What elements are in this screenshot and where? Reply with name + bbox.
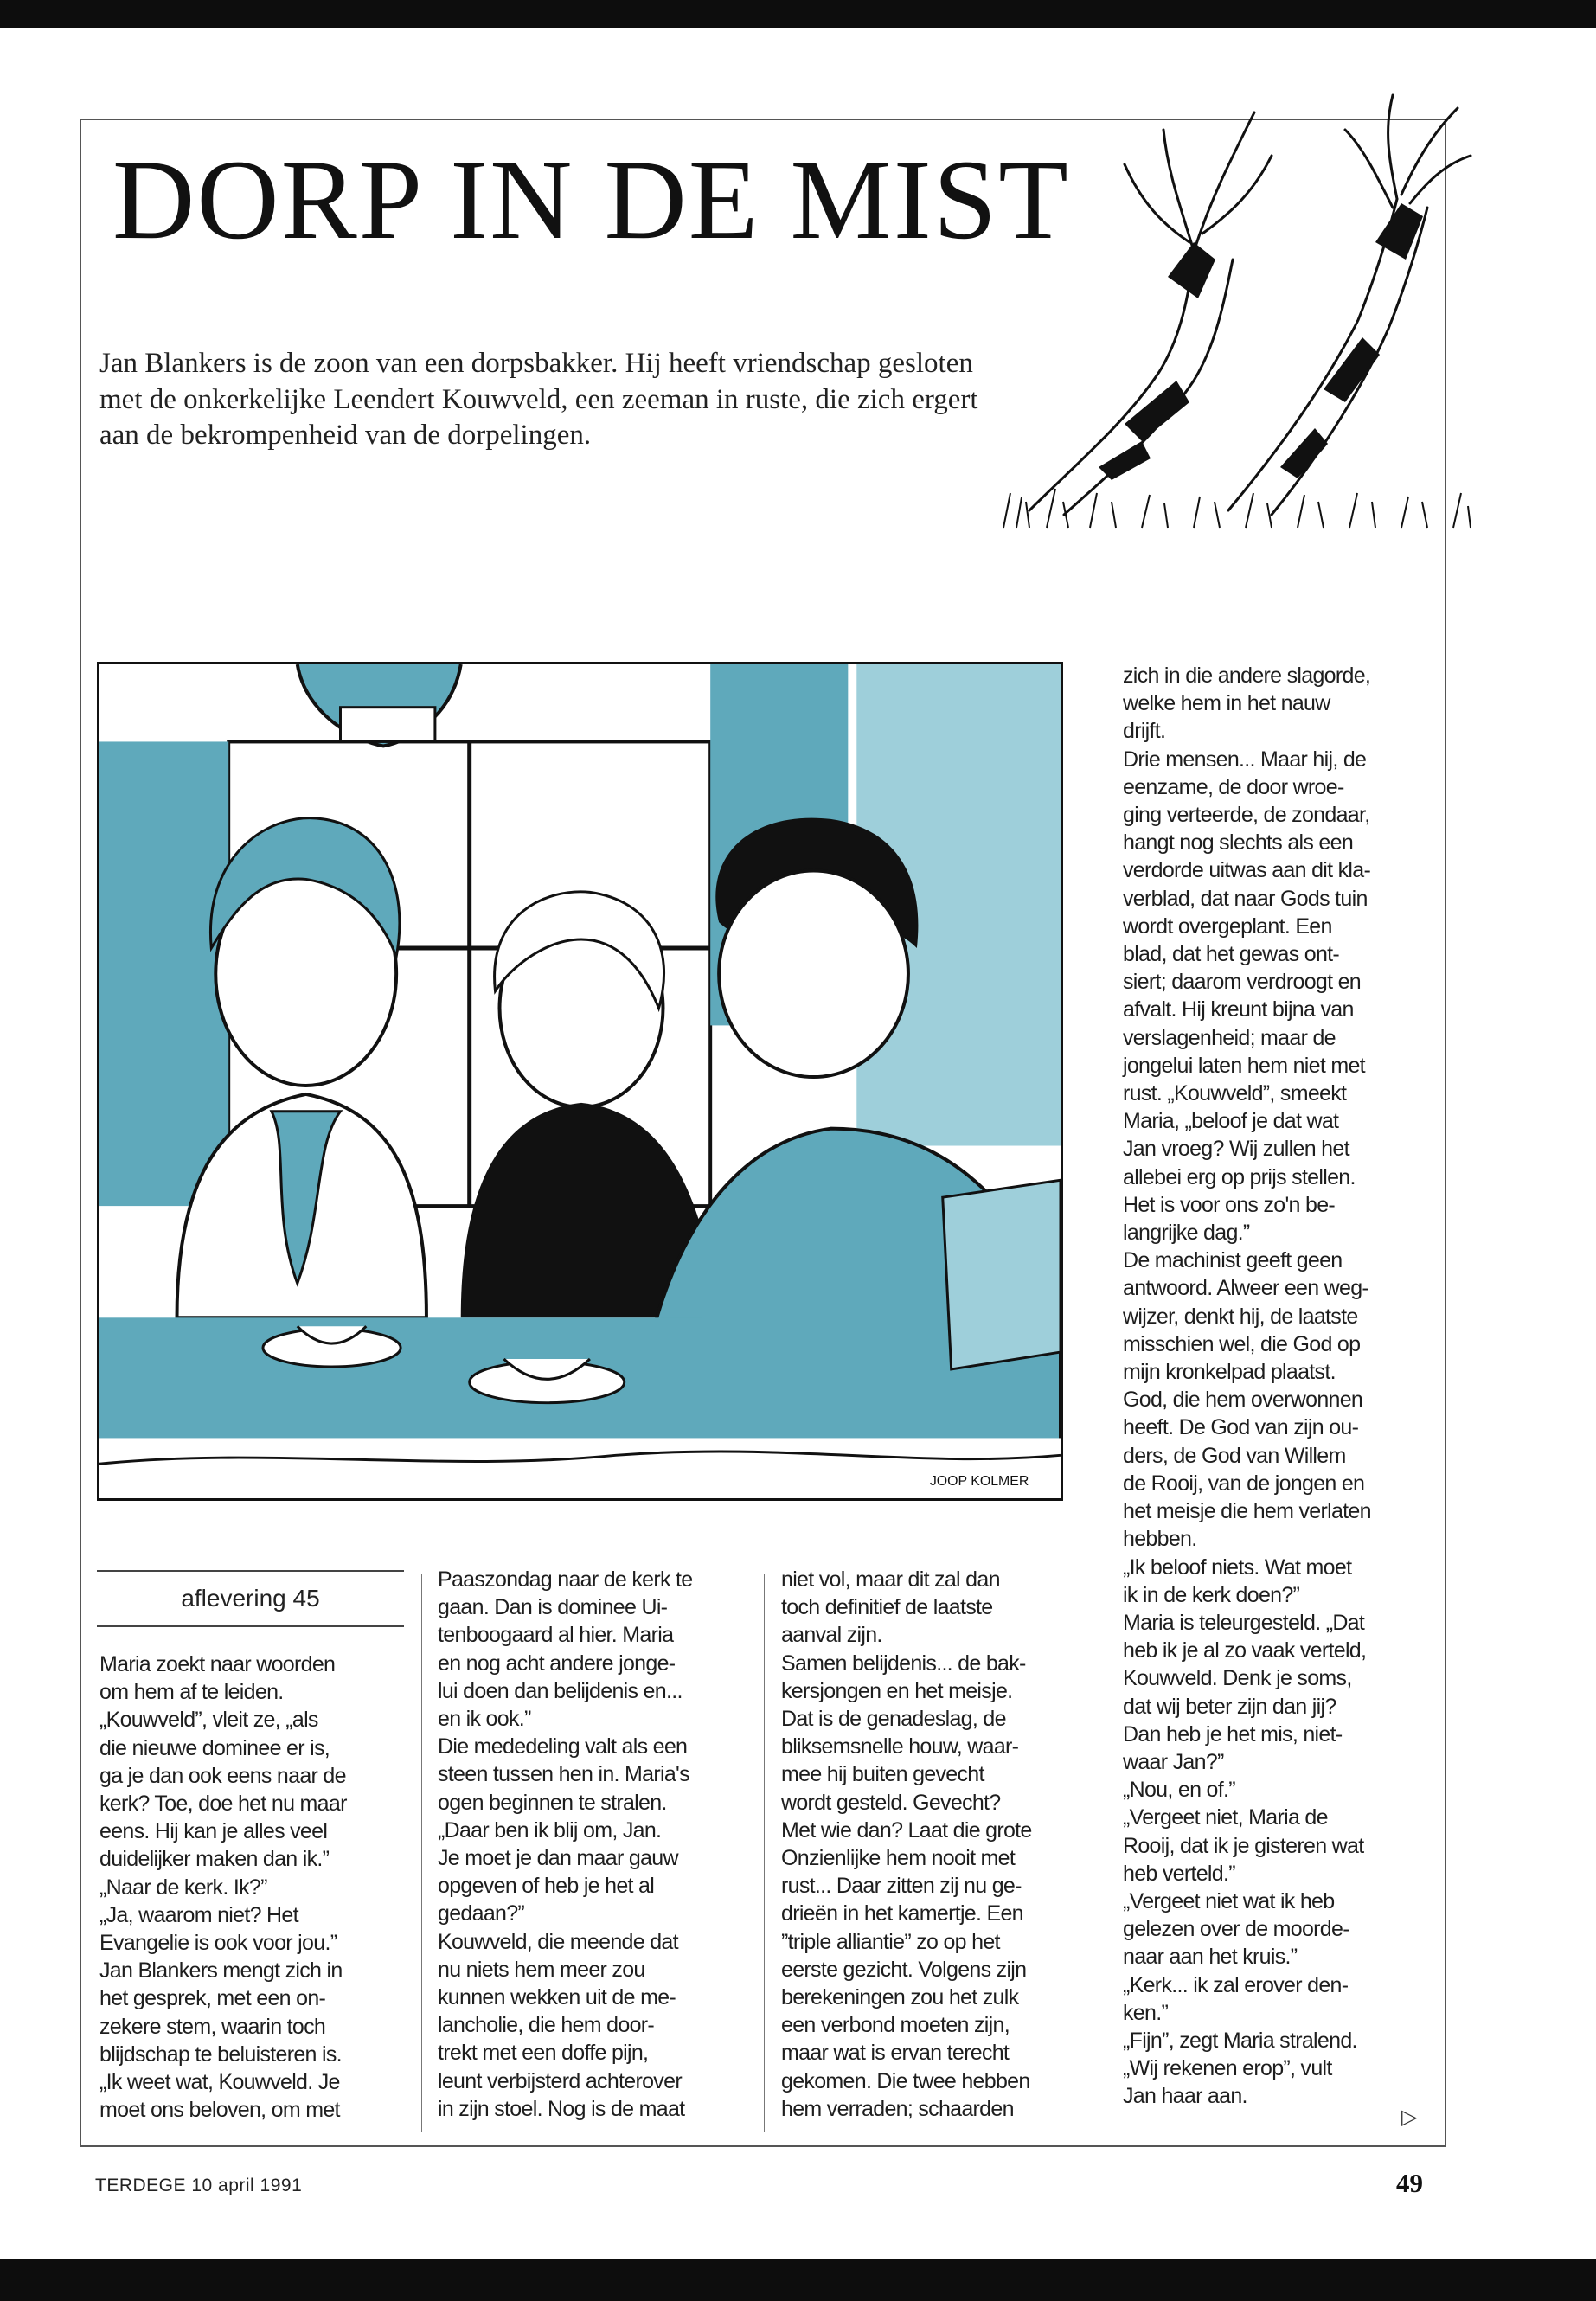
bottom-black-border [0, 2259, 1596, 2301]
page-number: 49 [1396, 2168, 1423, 2198]
article-intro: Jan Blankers is de zoon van een dorpsbakker. Hij heeft vriendschap gesloten met de onkerkelijke Leendert Kouwveld, een zeeman in ruste, die zich ergert aan de bekrompenheid van de dorpelingen. [99, 348, 978, 452]
tea-table-illustration [97, 662, 1063, 1501]
text-column-2: Paaszondag naar de kerk te gaan. Dan is dominee Ui- tenboogaard al hier. Maria en nog acht andere jonge- lui doen dan belijdenis en... en ik ook.” Die mededeling valt als een steen tussen hen in. Maria's ogen beginnen te stralen. „Daar ben ik blij om, Jan. Je moet je dan maar gauw opgeven of heb je het al gedaan?” Kouwveld, die meende dat nu niets hem meer zou kunnen wekken uit de me- lancholie, die hem door- trekt met een doffe pijn, leunt verbijsterd achterover in zijn stoel. Nog is de maat [438, 1567, 693, 2121]
column-divider [421, 1574, 422, 2132]
episode-label: aflevering 45 [97, 1570, 404, 1627]
willow-tree-drawing [995, 61, 1479, 532]
continue-arrow-icon: ▷ [1401, 2106, 1418, 2129]
column-divider [764, 1574, 765, 2132]
text-column-3: niet vol, maar dit zal dan toch definitief de laatste aanval zijn. Samen belijdenis... de bak- kersjongen en het meisje. Dat is de genadeslag, de bliksemsnelle houw, waar- mee hij buiten gevecht wordt gesteld. Gevecht? Met wie dan? Laat die grote Onzienlijke hem nooit met rust... Daar zitten zij nu ge- drieën in het kamertje. Een ”triple alliantie” zo op het eerste gezicht. Volgens zijn berekeningen zou het zulk een verbond moeten zijn, maar wat is ervan terecht gekomen. Die twee hebben hem verraden; schaarden [781, 1567, 1032, 2121]
text-column-4: zich in die andere slagorde, welke hem in het nauw drijft. Drie mensen... Maar hij, de eenzame, de door wroe- ging verteerde, de zondaar, hangt nog slechts als een verdorde uitwas aan dit kla- verblad, dat naar Gods tuin wordt overgeplant. Een blad, dat het gewas ont- siert; daarom verdroogt en afvalt. Hij kreunt bijna van verslagenheid; maar de jongelui laten hem niet met rust. „Kouwveld”, smeekt Maria, „beloof je dat wat Jan vroeg? Wij zullen het allebei erg op prijs stellen. Het is voor ons zo'n be- langrijke dag.” De machinist geeft geen antwoord. Alweer een weg- wijzer, denkt hij, de laatste misschien wel, die God op mijn kronkelpad plaatst. God, die hem overwonnen heeft. De God van zijn ou- ders, de God van Willem de Rooij, van de jongen en het meisje die hem verlaten hebben. „Ik beloof niets. Wat moet ik in de kerk doen?” Maria is teleurgesteld. „Dat heb ik je al zo vaak verteld, Kouwveld. Denk je soms, dat wij beter zijn dan jij? Dan heb je het mis, niet- waar Jan?” „Nou, en of.” „Vergeet niet, Maria de Rooij, dat ik je gisteren wat heb verteld.” „Vergeet niet wat ik heb gelezen over de moorde- naar aan het kruis.” „Kerk... ik zal erover den- ken.” „Fijn”, zegt Maria stralend. „Wij rekenen erop”, vult Jan haar aan. [1123, 663, 1371, 2109]
text-column-1: Maria zoekt naar woorden om hem af te leiden. „Kouwveld”, vleit ze, „als die nieuwe dominee er is, ga je dan ook eens naar de kerk? Toe, doe het nu maar eens. Hij kan je alles veel duidelijker maken dan ik.” „Naar de kerk. Ik?” „Ja, waarom niet? Het Evangelie is ook voor jou.” Jan Blankers mengt zich in het gesprek, met een on- zekere stem, waarin toch blijdschap te beluisteren is. „Ik weet wat, Kouwveld. Je moet ons beloven, om met [99, 1652, 347, 2123]
magazine-footer: TERDEGE 10 april 1991 [95, 2176, 303, 2195]
top-black-border [0, 0, 1596, 28]
illustration-signature: JOOP KOLMER [929, 1474, 1029, 1490]
article-title: DORP IN DE MIST [112, 136, 1070, 263]
